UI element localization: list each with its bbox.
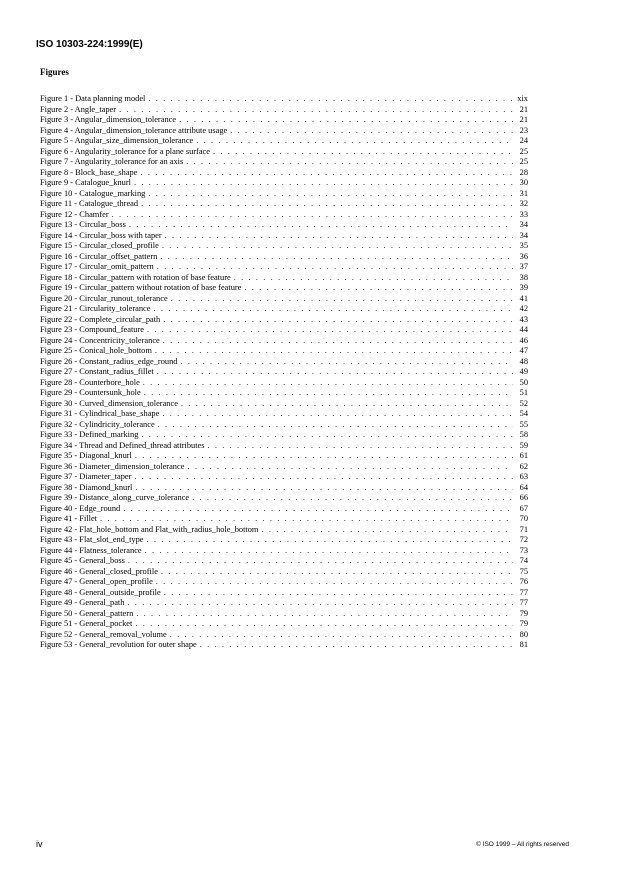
figure-entry[interactable]	[40, 199, 528, 210]
dot-leader	[163, 336, 513, 347]
figure-title: Figure 34 - Thread and Defined_thread attributes	[40, 440, 205, 450]
figure-entry[interactable]	[40, 94, 528, 105]
figure-title: Figure 15 - Circular_closed_profile	[40, 241, 159, 250]
dot-leader	[157, 262, 513, 273]
figure-entry[interactable]	[40, 609, 528, 620]
figure-page-number: 32	[519, 199, 528, 208]
figure-page-number: 79	[519, 608, 528, 618]
figure-page-number: 25	[519, 146, 528, 156]
figure-page-number: 23	[519, 125, 528, 135]
figure-entry[interactable]	[40, 514, 528, 525]
figure-title: Figure 7 - Angularity_tolerance for an axis	[40, 157, 184, 166]
figure-page-number: 54	[519, 409, 528, 418]
dot-leader	[181, 399, 513, 410]
figure-entry[interactable]	[40, 294, 528, 305]
figure-entry[interactable]	[40, 630, 528, 641]
dot-leader	[200, 640, 513, 651]
figure-entry[interactable]	[40, 525, 528, 536]
dot-leader	[179, 115, 513, 126]
figure-title: Figure 2 - Angle_taper	[40, 104, 117, 114]
dot-leader	[158, 420, 513, 431]
figure-title: Figure 27 - Constant_radius_fillet	[40, 367, 154, 376]
figure-entry[interactable]	[40, 535, 528, 546]
dot-leader	[261, 525, 513, 536]
figure-page-number: 38	[519, 272, 528, 282]
figure-entry[interactable]	[40, 346, 528, 357]
figure-page-number: 80	[519, 629, 528, 639]
dot-leader	[192, 493, 513, 504]
figure-title: Figure 43 - Flat_slot_end_type	[40, 535, 144, 544]
figure-title: Figure 49 - General_path	[40, 598, 125, 607]
figure-entry[interactable]	[40, 556, 528, 567]
dot-leader	[119, 105, 513, 116]
figure-page-number: 59	[519, 440, 528, 450]
figure-title: Figure 39 - Distance_along_curve_tolerance	[40, 493, 190, 502]
figure-page-number: 64	[519, 482, 528, 492]
figure-page-number: 70	[519, 514, 528, 523]
figure-page-number: 76	[519, 577, 528, 586]
dot-leader	[171, 294, 513, 305]
dot-leader	[160, 252, 513, 263]
figure-page-number: 75	[519, 566, 528, 576]
figure-page-number: 72	[519, 535, 528, 544]
figure-entry[interactable]	[40, 220, 528, 231]
figure-page-number: 73	[519, 545, 528, 555]
figure-entry[interactable]	[40, 399, 528, 410]
dot-leader	[136, 609, 513, 620]
dot-leader	[180, 357, 513, 368]
figure-entry[interactable]	[40, 567, 528, 578]
figure-page-number: 71	[519, 524, 528, 534]
figure-title: Figure 53 - General_revolution for outer shape	[40, 640, 197, 649]
figure-entry[interactable]	[40, 241, 528, 252]
figure-title: Figure 5 - Angular_size_dimension_tolerance	[40, 136, 194, 145]
document-header: ISO 10303-224:1999(E)	[36, 39, 143, 50]
figure-page-number: 34	[519, 220, 528, 229]
figure-title: Figure 31 - Cylindrical_base_shape	[40, 409, 160, 418]
figure-title: Figure 44 - Flatness_tolerance	[40, 545, 142, 555]
figure-page-number: 51	[519, 388, 528, 397]
dot-leader	[163, 315, 513, 326]
figure-entry[interactable]	[40, 367, 528, 378]
figure-title: Figure 25 - Conical_hole_bottom	[40, 346, 152, 355]
figure-title: Figure 22 - Complete_circular_path	[40, 314, 161, 324]
dot-leader	[162, 241, 513, 252]
dot-leader	[213, 147, 513, 158]
figure-page-number: 36	[519, 251, 528, 261]
dot-leader	[127, 598, 513, 609]
figure-entry[interactable]	[40, 273, 528, 284]
figure-title: Figure 47 - General_open_profile	[40, 577, 153, 586]
figure-page-number: 55	[519, 419, 528, 429]
dot-leader	[155, 346, 513, 357]
figure-page-number: 77	[519, 587, 528, 597]
figure-title: Figure 18 - Circular_pattern with rotation of base feature	[40, 272, 231, 282]
figure-page-number: 21	[519, 115, 528, 124]
dot-leader	[161, 567, 513, 578]
figure-title: Figure 8 - Block_base_shape	[40, 167, 138, 177]
figure-entry[interactable]	[40, 640, 528, 651]
dot-leader	[100, 514, 513, 525]
figure-entry[interactable]	[40, 252, 528, 263]
figure-title: Figure 51 - General_pocket	[40, 619, 133, 628]
figure-entry[interactable]	[40, 336, 528, 347]
dot-leader	[140, 168, 513, 179]
figure-title: Figure 36 - Diameter_dimension_tolerance	[40, 461, 185, 471]
figure-page-number: 77	[519, 598, 528, 607]
figure-page-number: 47	[519, 346, 528, 355]
figure-entry[interactable]	[40, 210, 528, 221]
copyright-notice: © ISO 1999 – All rights reserved	[476, 841, 569, 848]
figure-page-number: 63	[519, 472, 528, 481]
figure-entry[interactable]	[40, 504, 528, 515]
figure-title: Figure 9 - Catalogue_knurl	[40, 178, 131, 187]
figure-entry[interactable]	[40, 378, 528, 389]
figure-entry[interactable]	[40, 546, 528, 557]
figure-page-number: 52	[519, 398, 528, 408]
figure-page-number: 43	[519, 314, 528, 324]
figure-entry[interactable]	[40, 126, 528, 137]
figure-page-number: 30	[519, 178, 528, 187]
figure-entry[interactable]	[40, 136, 528, 147]
figure-page-number: 25	[519, 157, 528, 166]
figure-title: Figure 24 - Concentricity_tolerance	[40, 335, 160, 345]
figure-page-number: 62	[519, 461, 528, 471]
dot-leader	[123, 504, 513, 515]
page-number: iv	[36, 839, 43, 849]
figure-title: Figure 41 - Fillet	[40, 514, 97, 523]
figure-title: Figure 32 - Cylindricity_tolerance	[40, 419, 155, 429]
dot-leader	[170, 630, 513, 641]
figure-title: Figure 6 - Angularity_tolerance for a plane surface	[40, 146, 210, 156]
figure-title: Figure 30 - Curved_dimension_tolerance	[40, 398, 178, 408]
figure-title: Figure 10 - Catalogue_marking	[40, 188, 146, 198]
figure-page-number: 49	[519, 367, 528, 376]
figure-title: Figure 3 - Angular_dimension_tolerance	[40, 115, 177, 124]
figure-entry[interactable]	[40, 262, 528, 273]
dot-leader	[141, 430, 513, 441]
dot-leader	[148, 189, 513, 200]
figure-page-number: 42	[519, 304, 528, 313]
figure-page-number: 24	[519, 136, 528, 145]
dot-leader	[147, 325, 513, 336]
figure-title: Figure 37 - Diameter_taper	[40, 472, 132, 481]
figure-entry[interactable]	[40, 598, 528, 609]
figure-title: Figure 46 - General_closed_profile	[40, 566, 158, 576]
figure-page-number: 35	[519, 241, 528, 250]
figure-entry[interactable]	[40, 577, 528, 588]
figure-entry[interactable]	[40, 388, 528, 399]
figure-page-number: 37	[519, 262, 528, 271]
dot-leader	[162, 409, 513, 420]
figure-page-number: 67	[519, 503, 528, 513]
dot-leader	[112, 210, 513, 221]
figure-page-number: 39	[519, 283, 528, 292]
figure-entry[interactable]	[40, 231, 528, 242]
figure-title: Figure 12 - Chamfer	[40, 209, 109, 219]
figures-list	[40, 94, 528, 651]
dot-leader	[134, 178, 513, 189]
figure-title: Figure 4 - Angular_dimension_tolerance attribute usage	[40, 125, 228, 135]
dot-leader	[148, 94, 513, 105]
figure-title: Figure 11 - Catalogue_thread	[40, 199, 139, 208]
dot-leader	[196, 136, 513, 147]
figure-title: Figure 21 - Circularity_tolerance	[40, 304, 151, 313]
figure-page-number: 58	[519, 430, 528, 439]
dot-leader	[144, 388, 513, 399]
figure-title: Figure 14 - Circular_boss with taper	[40, 230, 162, 240]
figure-title: Figure 28 - Counterbore_hole	[40, 377, 140, 387]
figure-entry[interactable]	[40, 189, 528, 200]
dot-leader	[244, 283, 513, 294]
figure-title: Figure 50 - General_pattern	[40, 608, 134, 618]
dot-leader	[135, 619, 513, 630]
figure-page-number: 61	[519, 451, 528, 460]
dot-leader	[134, 472, 513, 483]
figure-entry[interactable]	[40, 283, 528, 294]
dot-leader	[208, 441, 514, 452]
figure-entry[interactable]	[40, 157, 528, 168]
figure-title: Figure 19 - Circular_pattern without rotation of base feature	[40, 283, 242, 292]
figure-page-number: 81	[519, 640, 528, 649]
figure-entry[interactable]	[40, 483, 528, 494]
figure-entry[interactable]	[40, 619, 528, 630]
figure-entry[interactable]	[40, 147, 528, 158]
dot-leader	[164, 588, 513, 599]
figure-page-number: 28	[519, 167, 528, 177]
figure-entry[interactable]	[40, 168, 528, 179]
figure-entry[interactable]	[40, 451, 528, 462]
figure-page-number: 48	[519, 356, 528, 366]
dot-leader	[145, 546, 513, 557]
section-title: Figures	[40, 67, 69, 77]
figure-page-number: 46	[519, 335, 528, 345]
dot-leader	[128, 556, 513, 567]
figure-title: Figure 20 - Circular_runout_tolerance	[40, 293, 168, 303]
figure-title: Figure 48 - General_outside_profile	[40, 587, 161, 597]
dot-leader	[165, 231, 513, 242]
dot-leader	[157, 367, 513, 378]
dot-leader	[153, 304, 513, 315]
dot-leader	[234, 273, 513, 284]
figure-entry[interactable]	[40, 304, 528, 315]
dot-leader	[230, 126, 513, 137]
figure-page-number: 74	[519, 556, 528, 565]
figure-title: Figure 52 - General_removal_volume	[40, 629, 167, 639]
dot-leader	[147, 535, 513, 546]
figure-entry[interactable]	[40, 409, 528, 420]
figure-title: Figure 17 - Circular_omit_pattern	[40, 262, 154, 271]
figure-page-number: xix	[517, 94, 528, 103]
figure-page-number: 50	[519, 377, 528, 387]
figure-entry[interactable]	[40, 472, 528, 483]
figure-entry[interactable]	[40, 462, 528, 473]
figure-entry[interactable]	[40, 357, 528, 368]
dot-leader	[141, 199, 513, 210]
figure-title: Figure 40 - Edge_round	[40, 503, 121, 513]
figure-title: Figure 1 - Data planning model	[40, 94, 146, 103]
figure-title: Figure 26 - Constant_radius_edge_round	[40, 356, 178, 366]
dot-leader	[156, 577, 513, 588]
figure-page-number: 44	[519, 325, 528, 334]
figure-page-number: 34	[519, 230, 528, 240]
figure-title: Figure 13 - Circular_boss	[40, 220, 126, 229]
figure-title: Figure 38 - Diamond_knurl	[40, 482, 133, 492]
dot-leader	[135, 451, 513, 462]
figure-entry[interactable]	[40, 115, 528, 126]
figure-entry[interactable]	[40, 588, 528, 599]
figure-entry[interactable]	[40, 493, 528, 504]
figure-entry[interactable]	[40, 105, 528, 116]
figure-page-number: 21	[519, 104, 528, 114]
figure-entry[interactable]	[40, 441, 528, 452]
dot-leader	[187, 462, 513, 473]
figure-page-number: 31	[519, 188, 528, 198]
figure-page-number: 41	[519, 293, 528, 303]
figure-title: Figure 29 - Countersunk_hole	[40, 388, 141, 397]
figure-title: Figure 33 - Defined_marking	[40, 430, 139, 439]
figure-entry[interactable]	[40, 178, 528, 189]
dot-leader	[135, 483, 513, 494]
dot-leader	[143, 378, 513, 389]
figure-title: Figure 35 - Diagonal_knurl	[40, 451, 132, 460]
figure-title: Figure 23 - Compound_feature	[40, 325, 144, 334]
figure-entry[interactable]	[40, 315, 528, 326]
figure-title: Figure 16 - Circular_offset_pattern	[40, 251, 158, 261]
figure-entry[interactable]	[40, 420, 528, 431]
figure-title: Figure 45 - General_boss	[40, 556, 125, 565]
figure-title: Figure 42 - Flat_hole_bottom and Flat_with_radius_hole_bottom	[40, 524, 259, 534]
figure-page-number: 79	[519, 619, 528, 628]
dot-leader	[129, 220, 513, 231]
figure-page-number: 66	[519, 493, 528, 502]
figure-page-number: 33	[519, 209, 528, 219]
figure-entry[interactable]	[40, 430, 528, 441]
dot-leader	[186, 157, 513, 168]
figure-entry[interactable]	[40, 325, 528, 336]
